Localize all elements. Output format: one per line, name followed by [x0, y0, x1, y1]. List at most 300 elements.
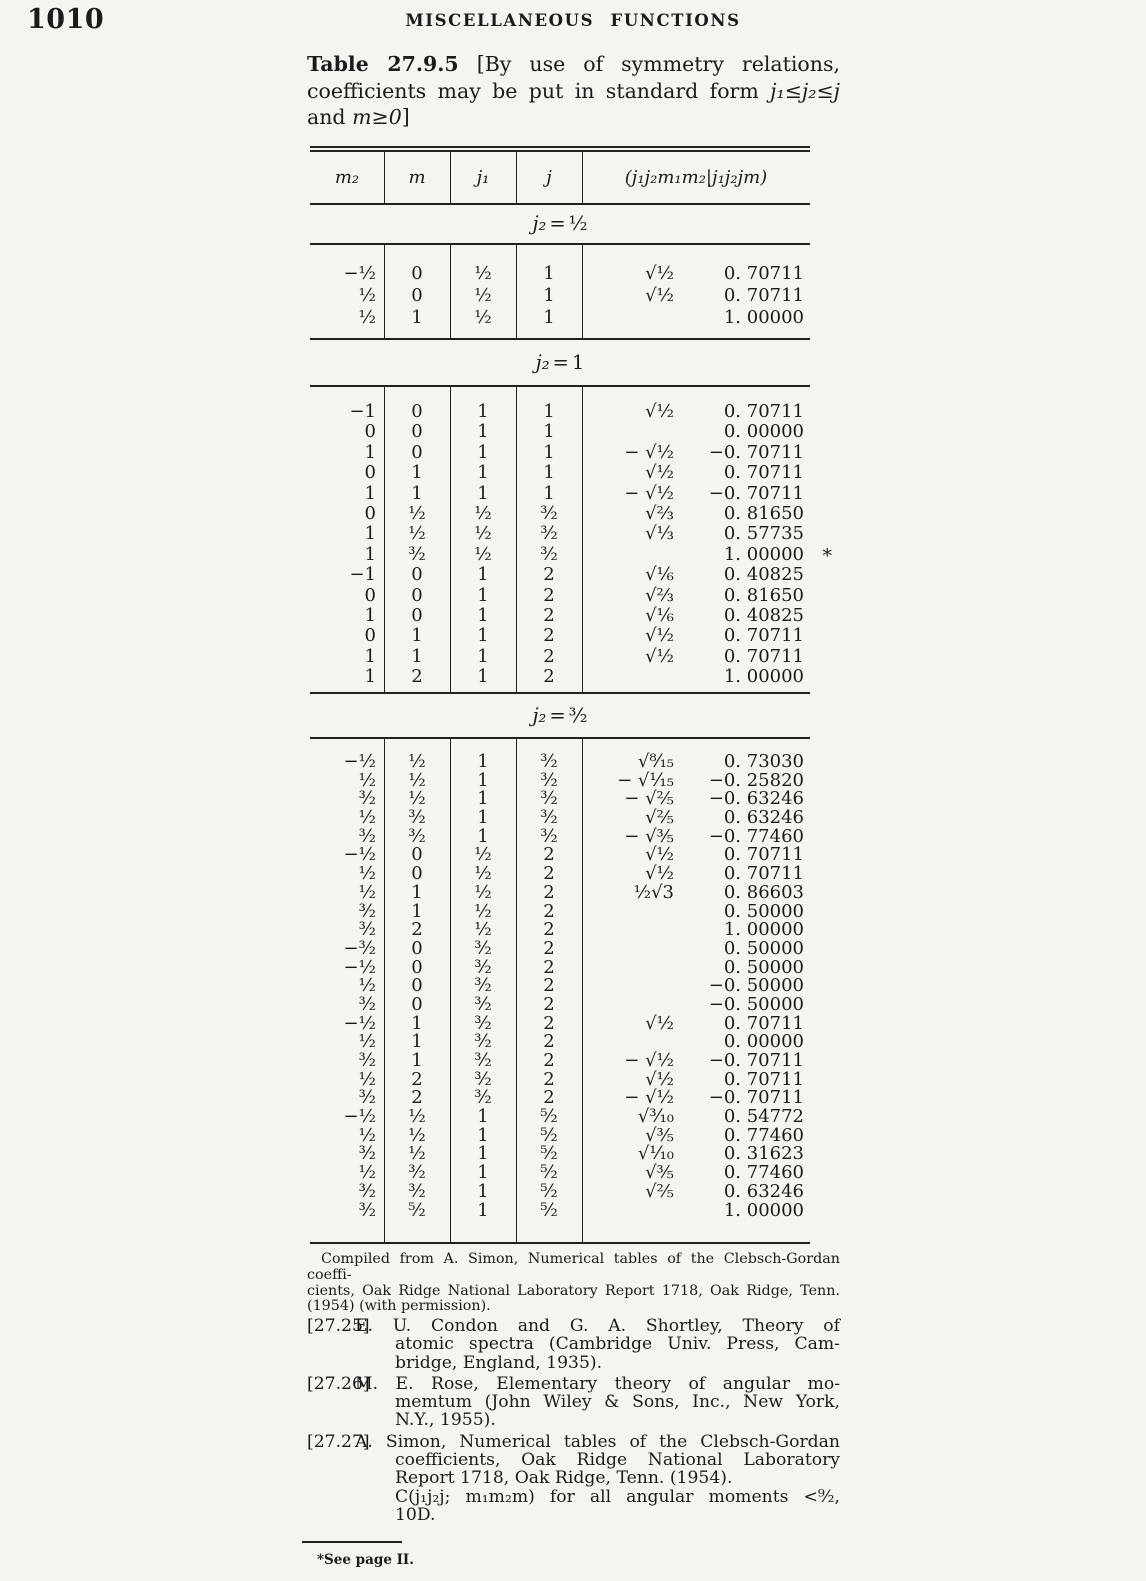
cell-m2: 1 [364, 645, 376, 667]
coefficient-decimal-value: 0. 77460 [723, 1162, 804, 1184]
cell-j1: 1 [477, 401, 489, 422]
cell-m2: 0 [364, 502, 376, 524]
cell-m2: 1 [364, 543, 376, 565]
coefficient-surd-form: √½ [645, 863, 674, 885]
cell-m2: 1 [364, 482, 376, 504]
cell-j1: ³⁄₂ [474, 956, 492, 978]
cell-j: 2 [543, 564, 555, 586]
column-separator [450, 386, 451, 692]
cell-j: ³⁄₂ [540, 502, 558, 524]
column-separator [384, 738, 385, 1242]
coefficient-decimal-value: 0. 50000 [723, 900, 804, 922]
coefficient-decimal-value: 0. 40825 [723, 604, 804, 626]
reference-label: [27.26] [307, 1373, 370, 1394]
cell-j1: ³⁄₂ [474, 993, 492, 1015]
cell-m2: ³⁄₂ [358, 788, 376, 810]
cell-coefficient [582, 565, 810, 585]
cell-m: 0 [411, 285, 423, 306]
column-separator [582, 152, 583, 203]
cell-j1: 1 [477, 441, 489, 463]
coefficient-decimal-value: 0. 63246 [723, 807, 804, 829]
cell-j: ⁵⁄₂ [540, 1180, 558, 1202]
cell-m2: 0 [364, 462, 376, 484]
cell-m2: −½ [343, 844, 376, 866]
column-separator [450, 244, 451, 338]
cell-m: 1 [411, 1050, 423, 1071]
cell-j: 2 [543, 993, 555, 1015]
cell-j: 1 [543, 462, 555, 484]
section-label-variable: j₂ [535, 350, 550, 374]
cell-m: 1 [411, 625, 423, 647]
coefficient-surd-form: √⅙ [645, 604, 674, 626]
coefficient-decimal-value: −0. 70711 [708, 1087, 804, 1109]
cell-m: 0 [411, 863, 423, 885]
cell-coefficient [582, 307, 810, 329]
cell-m: ½ [408, 1143, 426, 1165]
cell-coefficient [582, 667, 810, 687]
cell-coefficient [582, 422, 810, 442]
cell-m2: −½ [343, 263, 376, 284]
column-header-coefficient: (j₁j₂m₁m₂|j₁j₂jm) [624, 167, 768, 188]
cell-m: 2 [411, 666, 423, 688]
cell-j1: ³⁄₂ [474, 1050, 492, 1071]
section-label-j2-one [310, 339, 810, 385]
cell-j: 2 [543, 956, 555, 978]
cell-coefficient [582, 1052, 810, 1071]
cell-coefficient [582, 263, 810, 285]
cell-m2: −1 [349, 564, 376, 586]
cell-m2: 0 [364, 625, 376, 647]
cell-j: 2 [543, 1068, 555, 1090]
cell-j1: ½ [474, 307, 492, 328]
title-segment: ] [401, 105, 410, 129]
column-separator [450, 738, 451, 1242]
cell-j1: ½ [474, 523, 492, 545]
title-segment: m≥0 [352, 105, 402, 129]
cell-j: ³⁄₂ [540, 523, 558, 545]
cell-m: 1 [411, 307, 423, 328]
cell-m2: −½ [343, 1012, 376, 1034]
cell-m: 2 [411, 919, 423, 941]
section-label-value: ³⁄₂ [568, 703, 588, 727]
cell-j1: 1 [477, 1162, 489, 1184]
coefficient-surd-form [582, 977, 674, 996]
cell-coefficient [582, 881, 810, 903]
cell-j: ³⁄₂ [540, 751, 558, 772]
table-title-line [307, 78, 840, 105]
cell-m2: ³⁄₂ [358, 993, 376, 1015]
coefficient-decimal-value: 0. 70711 [723, 263, 804, 284]
cell-m: 0 [411, 584, 423, 606]
cell-j: ³⁄₂ [540, 788, 558, 810]
cell-j1: ½ [474, 285, 492, 306]
coefficient-surd-form: − √½ [624, 441, 674, 463]
page-number: 1010 [27, 4, 105, 35]
table-title [307, 51, 840, 131]
coefficient-surd-form: √½ [645, 462, 674, 484]
cell-coefficient [582, 1108, 810, 1127]
cell-j1: 1 [477, 625, 489, 647]
cell-j: 2 [543, 1031, 555, 1053]
coefficient-surd-form: √⁸⁄₁₅ [637, 751, 674, 772]
title-segment: [By use of symmetry relations, [458, 52, 840, 76]
coefficient-decimal-value: 0. 00000 [723, 1031, 804, 1053]
cell-j: 2 [543, 604, 555, 626]
cell-coefficient [582, 1199, 810, 1221]
cell-coefficient [582, 524, 810, 544]
coefficient-decimal-value: −0. 50000 [708, 975, 804, 997]
cell-m: 0 [411, 421, 423, 443]
cell-j1: 1 [477, 1199, 489, 1221]
coefficient-surd-form: √⅗ [645, 1124, 674, 1146]
cell-coefficient [582, 865, 810, 884]
column-separator [384, 386, 385, 692]
cell-j: ⁵⁄₂ [540, 1124, 558, 1146]
coefficient-surd-form: √½ [645, 263, 674, 284]
cell-m2: ³⁄₂ [358, 1199, 376, 1221]
coefficient-decimal-value: 1. 00000 [723, 919, 804, 941]
coefficient-decimal-value: −0. 70711 [708, 1050, 804, 1071]
column-separator [582, 738, 583, 1242]
coefficient-surd-form: √⅗ [645, 1162, 674, 1184]
cell-coefficient [582, 1180, 810, 1202]
cell-j: ⁵⁄₂ [540, 1143, 558, 1165]
coefficient-surd-form: √⅙ [645, 564, 674, 586]
cell-m: 0 [411, 441, 423, 463]
coefficient-decimal-value: 0. 70711 [723, 844, 804, 866]
coefficient-surd-form [582, 307, 674, 329]
reference-line: atomic spectra (Cambridge Univ. Press, Cam- [395, 1334, 840, 1355]
coefficient-decimal-value: 0. 50000 [723, 937, 804, 959]
cell-m: 0 [411, 993, 423, 1015]
clebsch-gordan-table [310, 146, 832, 1246]
column-header-m: m [408, 167, 426, 188]
cell-j: 2 [543, 863, 555, 885]
cell-j1: 1 [477, 584, 489, 606]
section-label-value: 1 [571, 350, 585, 374]
cell-m: ½ [408, 1124, 426, 1146]
cell-m: 0 [411, 604, 423, 626]
column-header-j1: j₁ [476, 167, 490, 188]
cell-j1: 1 [477, 788, 489, 810]
cell-m: 2 [411, 1068, 423, 1090]
coefficient-surd-form: √½ [645, 1012, 674, 1034]
cell-j1: ³⁄₂ [474, 1087, 492, 1109]
cell-m: 1 [411, 881, 423, 903]
coefficient-decimal-value: 0. 40825 [723, 564, 804, 586]
coefficient-surd-form: √½ [645, 844, 674, 866]
column-separator [384, 152, 385, 203]
footnote: *See page II. [317, 1552, 414, 1568]
cell-j1: 1 [477, 645, 489, 667]
cell-j1: ³⁄₂ [474, 1068, 492, 1090]
coefficient-surd-form: ½√3 [633, 881, 674, 903]
cell-j: ⁵⁄₂ [540, 1106, 558, 1128]
cell-j: 2 [543, 919, 555, 941]
compiled-note-line: (1954) (with permission). [307, 1298, 491, 1315]
cell-coefficient [582, 753, 810, 772]
cell-j: 1 [543, 421, 555, 443]
cell-j: 1 [543, 263, 555, 284]
cell-m2: −½ [343, 751, 376, 772]
cell-m: 1 [411, 1012, 423, 1034]
cell-j: ³⁄₂ [540, 825, 558, 847]
reference-line: A. Simon, Numerical tables of the Clebsch-Gordan [355, 1431, 840, 1452]
cell-m2: ½ [358, 881, 376, 903]
section-label-value: ½ [568, 212, 588, 235]
cell-j: 2 [543, 937, 555, 959]
cell-m2: ½ [358, 1162, 376, 1184]
column-separator [450, 152, 451, 203]
cell-j1: 1 [477, 604, 489, 626]
cell-j: 2 [543, 625, 555, 647]
cell-j1: 1 [477, 666, 489, 688]
reference-line: Report 1718, Oak Ridge, Tenn. (1954). [395, 1468, 733, 1489]
cell-j: ³⁄₂ [540, 807, 558, 829]
cell-j1: 1 [477, 421, 489, 443]
cell-j1: ½ [474, 881, 492, 903]
coefficient-decimal-value: 0. 70711 [723, 285, 804, 306]
coefficient-surd-form: √⅖ [645, 807, 674, 829]
cell-m2: −½ [343, 956, 376, 978]
cell-coefficient [582, 586, 810, 606]
cell-j1: 1 [477, 1106, 489, 1128]
cell-coefficient [582, 937, 810, 959]
cell-j: 2 [543, 975, 555, 997]
reference-entry [307, 1375, 840, 1430]
cell-m2: ½ [358, 975, 376, 997]
cell-m2: ½ [358, 1124, 376, 1146]
cell-coefficient [582, 463, 810, 483]
cell-j1: ½ [474, 263, 492, 284]
cell-j1: ½ [474, 900, 492, 922]
coefficient-decimal-value: 0. 70711 [723, 401, 804, 422]
references-list [307, 1317, 840, 1527]
coefficient-surd-form [582, 422, 674, 442]
cell-j: ³⁄₂ [540, 769, 558, 791]
section-rows-j2-three-halves [310, 738, 810, 1242]
cell-m2: ½ [358, 1031, 376, 1053]
cell-j1: 1 [477, 769, 489, 791]
coefficient-decimal-value: 0. 70711 [723, 1012, 804, 1034]
cell-j: 2 [543, 1012, 555, 1034]
equals-sign: = [549, 212, 566, 235]
cell-m: 1 [411, 1031, 423, 1053]
cell-m: ³⁄₂ [408, 1180, 426, 1202]
cell-m: 0 [411, 937, 423, 959]
table-rule-top-a [310, 146, 810, 148]
coefficient-decimal-value: 0. 73030 [723, 751, 804, 772]
cell-m: 1 [411, 900, 423, 922]
cell-m2: ³⁄₂ [358, 1087, 376, 1109]
column-separator [384, 244, 385, 338]
reference-line: C(j₁j₂j; m₁m₂m) for all angular moments <⁹⁄₂, [395, 1486, 840, 1507]
reference-line: memtum (John Wiley & Sons, Inc., New York, [395, 1392, 840, 1413]
cell-j1: ³⁄₂ [474, 1012, 492, 1034]
coefficient-surd-form [582, 667, 674, 687]
coefficient-surd-form [582, 1202, 674, 1221]
cell-m2: −³⁄₂ [343, 937, 376, 959]
cell-coefficient [582, 1164, 810, 1183]
section-rows-j2-half [310, 244, 810, 338]
coefficient-decimal-value: −0. 25820 [708, 769, 804, 791]
cell-m: 0 [411, 263, 423, 284]
coefficient-surd-form [582, 903, 674, 922]
coefficient-surd-form [582, 996, 674, 1015]
cell-m2: ½ [358, 307, 376, 328]
coefficient-surd-form: √⅓ [645, 523, 674, 545]
cell-j: 2 [543, 881, 555, 903]
coefficient-surd-form [582, 959, 674, 978]
coefficient-surd-form: √½ [645, 1068, 674, 1090]
coefficient-decimal-value: 1. 00000 [723, 666, 804, 688]
cell-m2: ½ [358, 769, 376, 791]
cell-j1: ³⁄₂ [474, 1031, 492, 1053]
coefficient-decimal-value: 0. 81650 [723, 584, 804, 606]
column-separator [516, 244, 517, 338]
table-header-block [310, 152, 810, 203]
reference-line: N.Y., 1955). [395, 1410, 496, 1431]
coefficient-decimal-value: 0. 81650 [723, 502, 804, 524]
coefficient-decimal-value: 1. 00000 [723, 307, 804, 328]
coefficient-decimal-value: 1. 00000 [723, 543, 804, 565]
cell-m2: −½ [343, 1106, 376, 1128]
table-rule-bottom [310, 1242, 810, 1244]
cell-coefficient [582, 993, 810, 1015]
coefficient-decimal-value: 0. 00000 [723, 421, 804, 443]
reference-entry [307, 1317, 840, 1372]
cell-m2: ½ [358, 285, 376, 306]
section-label-variable: j₂ [532, 703, 547, 727]
title-segment: j₁≤j₂≤j [770, 78, 840, 103]
reference-entry [307, 1433, 840, 1524]
cell-m: 2 [411, 1087, 423, 1109]
coefficient-decimal-value: 0. 63246 [723, 1180, 804, 1202]
coefficient-decimal-value: 0. 70711 [723, 645, 804, 667]
cell-m: 1 [411, 482, 423, 504]
cell-coefficient [582, 484, 810, 504]
cell-m2: 0 [364, 421, 376, 443]
cell-j: 2 [543, 844, 555, 866]
cell-j: 2 [543, 1050, 555, 1071]
cell-m2: 1 [364, 523, 376, 545]
cell-m2: ½ [358, 1068, 376, 1090]
column-separator [516, 738, 517, 1242]
cell-m2: 0 [364, 584, 376, 606]
cell-m: ³⁄₂ [408, 543, 426, 565]
column-header-j: j [546, 167, 552, 188]
coefficient-surd-form [582, 940, 674, 959]
equals-sign: = [552, 350, 569, 374]
coefficient-decimal-value: 0. 70711 [723, 625, 804, 647]
reference-label: [27.27] [307, 1431, 370, 1452]
coefficient-surd-form: √½ [645, 285, 674, 306]
coefficient-decimal-value: 1. 00000 [723, 1199, 804, 1221]
cell-j1: 1 [477, 751, 489, 772]
cell-j: 2 [543, 584, 555, 606]
coefficient-surd-form: √⅔ [645, 502, 674, 524]
cell-m: 1 [411, 462, 423, 484]
coefficient-decimal-value: 0. 31623 [723, 1143, 804, 1165]
cell-m: ⁵⁄₂ [408, 1199, 426, 1221]
column-separator [516, 386, 517, 692]
cell-coefficient [582, 647, 810, 667]
coefficient-decimal-value: 0. 70711 [723, 1068, 804, 1090]
cell-m: 0 [411, 401, 423, 422]
section-label-j2-half [310, 204, 810, 243]
cell-j: 1 [543, 401, 555, 422]
cell-m2: 1 [364, 441, 376, 463]
coefficient-surd-form: √½ [645, 401, 674, 422]
cell-j: ³⁄₂ [540, 543, 558, 565]
footnote-rule [302, 1541, 402, 1543]
cell-j1: 1 [477, 1180, 489, 1202]
cell-j: ⁵⁄₂ [540, 1162, 558, 1184]
cell-j1: 1 [477, 825, 489, 847]
cell-m2: ³⁄₂ [358, 900, 376, 922]
cell-j1: ½ [474, 543, 492, 565]
cell-m: ½ [408, 769, 426, 791]
reference-line: 10D. [395, 1504, 436, 1525]
coefficient-decimal-value: 0. 50000 [723, 956, 804, 978]
cell-j1: ½ [474, 502, 492, 524]
coefficient-surd-form: √⅖ [645, 1180, 674, 1202]
coefficient-decimal-value: 0. 86603 [723, 881, 804, 903]
cell-m2: ³⁄₂ [358, 919, 376, 941]
cell-m2: ³⁄₂ [358, 825, 376, 847]
cell-j1: ³⁄₂ [474, 975, 492, 997]
coefficient-surd-form: − √⅖ [624, 788, 674, 810]
title-segment: coefficients may be put in standard form [307, 78, 771, 103]
section-rows-j2-one [310, 386, 832, 692]
cell-m: 0 [411, 975, 423, 997]
cell-m: ½ [408, 523, 426, 545]
cell-m2: ³⁄₂ [358, 1050, 376, 1071]
cell-j: 2 [543, 666, 555, 688]
coefficient-surd-form: − √⅗ [624, 825, 674, 847]
equals-sign: = [549, 703, 566, 727]
column-separator [582, 244, 583, 338]
section-label-j2-three-halves [310, 693, 810, 737]
cell-j1: 1 [477, 807, 489, 829]
coefficient-surd-form: √³⁄₁₀ [637, 1106, 674, 1128]
cell-j: 2 [543, 645, 555, 667]
cell-m: 1 [411, 645, 423, 667]
cell-j: 1 [543, 285, 555, 306]
coefficient-surd-form: − √½ [624, 1087, 674, 1109]
reference-label: [27.25] [307, 1316, 370, 1336]
coefficient-decimal-value: −0. 77460 [708, 825, 804, 847]
coefficient-surd-form [582, 545, 674, 565]
cell-m: ³⁄₂ [408, 825, 426, 847]
section-label-variable: j₂ [532, 212, 547, 235]
coefficient-decimal-value: 0. 77460 [723, 1124, 804, 1146]
cell-m2: 1 [364, 604, 376, 626]
cell-j: 2 [543, 1087, 555, 1109]
running-head: MISCELLANEOUS FUNCTIONS [405, 11, 741, 30]
coefficient-surd-form: √½ [645, 645, 674, 667]
cell-m2: ³⁄₂ [358, 1143, 376, 1165]
cell-m: 0 [411, 956, 423, 978]
coefficient-decimal-value: −0. 63246 [708, 788, 804, 810]
coefficient-decimal-value: 0. 70711 [723, 462, 804, 484]
cell-j: 1 [543, 441, 555, 463]
coefficient-decimal-value: −0. 70711 [708, 441, 804, 463]
coefficient-surd-form: √¹⁄₁₀ [637, 1143, 674, 1165]
cell-m2: 1 [364, 666, 376, 688]
cell-j1: ³⁄₂ [474, 937, 492, 959]
footnote-star-marker: * [822, 544, 832, 567]
